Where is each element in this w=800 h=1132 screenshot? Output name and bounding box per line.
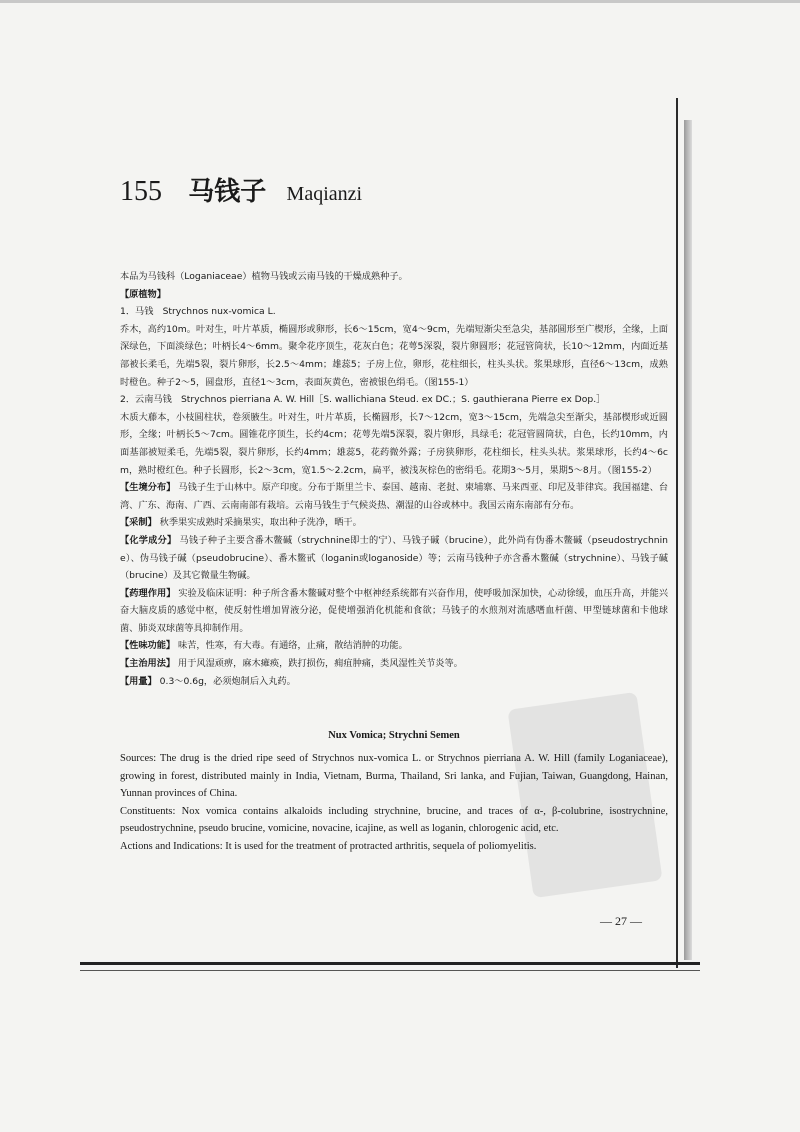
page-binding-edge: [676, 98, 678, 968]
dosage-section: [120, 673, 668, 691]
intro-text: 本品为马钱科（Loganiaceae）植物马钱或云南马钱的干燥成熟种子。: [120, 271, 408, 282]
english-body: [120, 750, 668, 855]
chemistry-text: 马钱子种子主要含番木鳖碱（strychnine即士的宁）、马钱子碱（brucine），此外尚有伪番木鳖碱（pseudostrychnine）、伪马钱子碱（pseudobrucine）、番木鳖甙（loganin或loganoside）等；云南马钱种子亦含番木鳖碱（strychnine）、马钱子碱（brucine）及其它微量生物碱。: [120, 534, 669, 582]
english-constituents: Constituents: Nox vomica contains alkaloids including strychnine, brucine, and traces of α-, β-colubrine, isostrychnine, pseudostrychnine, pseudo brucine, vomicine, novacine, icajine, as well as loganin, chlorogenic acid, etc.: [120, 805, 668, 834]
usage-heading: 【主治用法】: [120, 658, 176, 670]
page-title: [120, 176, 362, 210]
property-section: [120, 637, 668, 655]
pharmacology-heading: 【药理作用】: [120, 587, 176, 599]
distribution-section: [120, 479, 668, 514]
bottom-rule-thin: [80, 970, 700, 971]
entry-pinyin: Maqianzi: [286, 183, 363, 205]
chinese-body: [120, 268, 668, 690]
distribution-text: 马钱子生于山林中。原产印度。分布于斯里兰卡、泰国、越南、老挝、柬埔寨、马来西亚、印尼及菲律宾。我国福建、台湾、广东、海南、广西、云南南部有栽培。云南马钱生于气候炎热、潮湿的山谷或林中。我国云南东南部有分布。: [120, 482, 669, 511]
processing-heading: 【采制】: [120, 517, 157, 529]
processing-text: 秋季果实成熟时采摘果实，取出种子洗净，晒干。: [159, 517, 362, 529]
usage-text: 用于风湿顽痹，麻木瘫痪，跌打损伤，痈疽肿痛，类风湿性关节炎等。: [178, 658, 463, 670]
chemistry-heading: 【化学成分】: [120, 534, 177, 546]
dosage-heading: 【用量】: [120, 675, 157, 687]
page-shadow: [684, 120, 692, 960]
dosage-text: 0.3～0.6g，必须炮制后入丸药。: [159, 675, 296, 687]
plant-heading: 【原植物】: [120, 288, 166, 300]
property-heading: 【性味功能】: [120, 640, 176, 652]
entry-chinese-name: 马钱子: [188, 177, 267, 207]
english-sources: Sources: The drug is the dried ripe seed of Strychnos nux-vomica L. or Strychnos pierriana A. W. Hill (family Loganiaceae), growing in forest, distributed mainly in India, Vietnam, Burma, Thailand, Sri lanka, and Fujian, Taiwan, Guangdong, Hainan, Yunnan provinces of China.: [120, 753, 668, 799]
english-title: Nux Vomica; Strychni Semen: [328, 730, 460, 741]
species-2-name: 2．云南马钱 Strychnos pierriana A. W. Hill［S. wallichiana Steud. ex DC.；S. gauthierana Pierre ex Dop.］: [120, 394, 606, 406]
entry-number: 155: [120, 176, 162, 207]
bottom-rule: [80, 962, 700, 965]
chemistry-section: [120, 532, 668, 585]
scan-top-edge: [0, 0, 800, 3]
distribution-heading: 【生境分布】: [120, 482, 176, 494]
species-2-description: 木质大藤本，小枝圆柱状，卷须腋生。叶对生，叶片革质，长椭圆形，长7～12cm，宽3～15cm，先端急尖至渐尖，基部楔形或近圆形，全缘；叶柄长5～7cm。圆锥花序顶生，长约4cm；花萼先端5深裂，裂片卵形，具绿毛；花冠管圆筒状，白色，长约10mm，内面基部被短柔毛，先端5裂，裂片卵形，长约4mm；雄蕊5，花药微外露；子房狭卵形，花柱细长，柱头头状。浆果球形，长约4～6cm，熟时橙红色。种子长圆形，长2～3cm，宽1.5～2.2cm，扁平，被浅灰棕色的密绢毛。花期3～5月，果期5～8月。（图155-2）: [120, 411, 668, 476]
pharmacology-section: [120, 585, 668, 638]
english-actions: Actions and Indications: It is used for the treatment of protracted arthritis, sequela of poliomyelitis.: [120, 840, 537, 852]
pharmacology-text: 实验及临床证明：种子所含番木鳖碱对整个中枢神经系统都有兴奋作用，使呼吸加深加快，心动徐缓，血压升高，并能兴奋大脑皮质的感觉中枢，使反射性增加胃液分泌，促使增强消化机能和食欲；马钱子的水煎剂对流感嗜血杆菌、甲型链球菌和卡他球菌、肺炎双球菌等具抑制作用。: [120, 587, 669, 634]
page-number: — 27 —: [600, 914, 642, 928]
usage-section: [120, 655, 668, 673]
property-text: 味苦，性寒，有大毒。有通络，止痛，散结消肿的功能。: [178, 640, 408, 652]
species-1-description: 乔木，高约10m。叶对生，叶片革质，椭圆形或卵形，长6～15cm，宽4～9cm，先端短渐尖至急尖，基部圆形至广楔形，全缘，上面深绿色，下面淡绿色；叶柄长4～6mm。聚伞花序顶生，花灰白色；花萼5深裂，裂片卵圆形；花冠管筒状，长10～12mm，内面近基部被长柔毛，先端5裂，裂片卵形，长2.5～4mm；雄蕊5；子房上位，卵形，花柱细长，柱头头状。浆果球形，直径6～13cm，成熟时橙色。种子2～5，圆盘形，直径1～3cm，表面灰黄色，密被银色绢毛。（图155-1）: [120, 323, 668, 388]
processing-section: [120, 514, 668, 532]
species-1-name: 1．马钱 Strychnos nux-vomica L.: [120, 306, 276, 318]
